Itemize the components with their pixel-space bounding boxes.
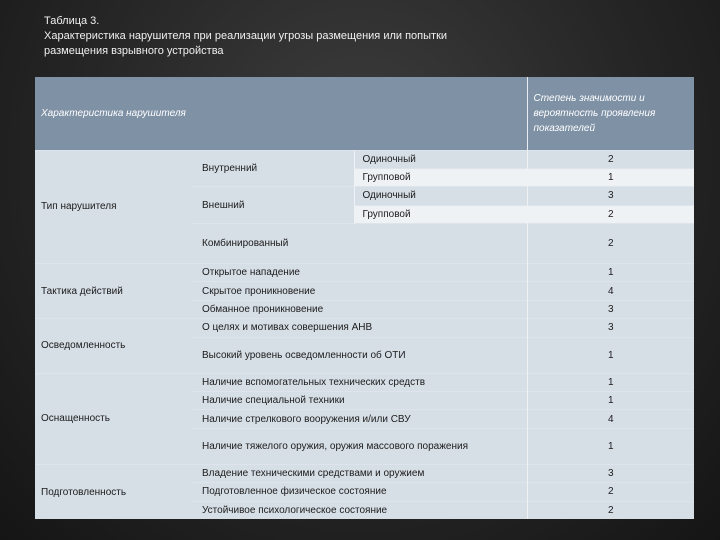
category-awareness: Осведомленность (35, 319, 192, 373)
training-value: 3 (527, 464, 694, 482)
combined-violator-value: 2 (527, 224, 694, 264)
internal-violator-label: Внутренний (192, 150, 354, 187)
training-value: 2 (527, 501, 694, 519)
external-single-label: Одиночный (354, 187, 527, 205)
table-row (35, 373, 694, 391)
internal-single-value: 2 (527, 150, 694, 168)
category-training: Подготовленность (35, 464, 192, 519)
equipment-value: 1 (527, 373, 694, 391)
internal-group-label: Групповой (354, 168, 527, 186)
header-significance: Степень значимости и вероятность проявления показателей (527, 77, 694, 150)
equipment-value: 1 (527, 392, 694, 410)
training-label: Владение техническими средствами и оружием (192, 464, 527, 482)
title-line-2: Характеристика нарушителя при реализации угрозы размещения или попытки (44, 30, 448, 42)
equipment-value: 4 (527, 410, 694, 428)
title-line-1: Таблица 3. (44, 15, 100, 27)
external-group-value: 2 (527, 205, 694, 223)
tactic-value: 3 (527, 300, 694, 318)
table-header-row (35, 77, 694, 150)
equipment-label: Наличие стрелкового вооружения и/или СВУ (192, 410, 527, 428)
equipment-label: Наличие специальной техники (192, 392, 527, 410)
internal-single-label: Одиночный (354, 150, 527, 168)
title-line-3: размещения взрывного устройства (44, 45, 224, 57)
header-characteristic: Характеристика нарушителя (35, 77, 527, 150)
category-equipment: Оснащенность (35, 373, 192, 464)
tactic-label: Скрытое проникновение (192, 282, 527, 300)
internal-group-value: 1 (527, 168, 694, 186)
violator-characteristics-table (35, 77, 694, 519)
training-label: Устойчивое психологическое состояние (192, 501, 527, 519)
equipment-label: Наличие тяжелого оружия, оружия массового поражения (192, 428, 527, 464)
external-single-value: 3 (527, 187, 694, 205)
training-value: 2 (527, 483, 694, 501)
table-row (35, 264, 694, 282)
tactic-label: Обманное проникновение (192, 300, 527, 318)
table-row (35, 464, 694, 482)
tactic-label: Открытое нападение (192, 264, 527, 282)
awareness-label: О целях и мотивах совершения АНВ (192, 319, 527, 337)
equipment-label: Наличие вспомогательных технических средств (192, 373, 527, 391)
tactic-value: 4 (527, 282, 694, 300)
category-tactics: Тактика действий (35, 264, 192, 319)
awareness-label: Высокий уровень осведомленности об ОТИ (192, 337, 527, 373)
table-row (35, 319, 694, 337)
slide-title (44, 14, 684, 59)
training-label: Подготовленное физическое состояние (192, 483, 527, 501)
awareness-value: 3 (527, 319, 694, 337)
tactic-value: 1 (527, 264, 694, 282)
external-violator-label: Внешний (192, 187, 354, 224)
category-violator-type: Тип нарушителя (35, 150, 192, 264)
equipment-value: 1 (527, 428, 694, 464)
awareness-value: 1 (527, 337, 694, 373)
combined-violator-label: Комбинированный (192, 224, 527, 264)
table-row (35, 150, 694, 168)
external-group-label: Групповой (354, 205, 527, 223)
